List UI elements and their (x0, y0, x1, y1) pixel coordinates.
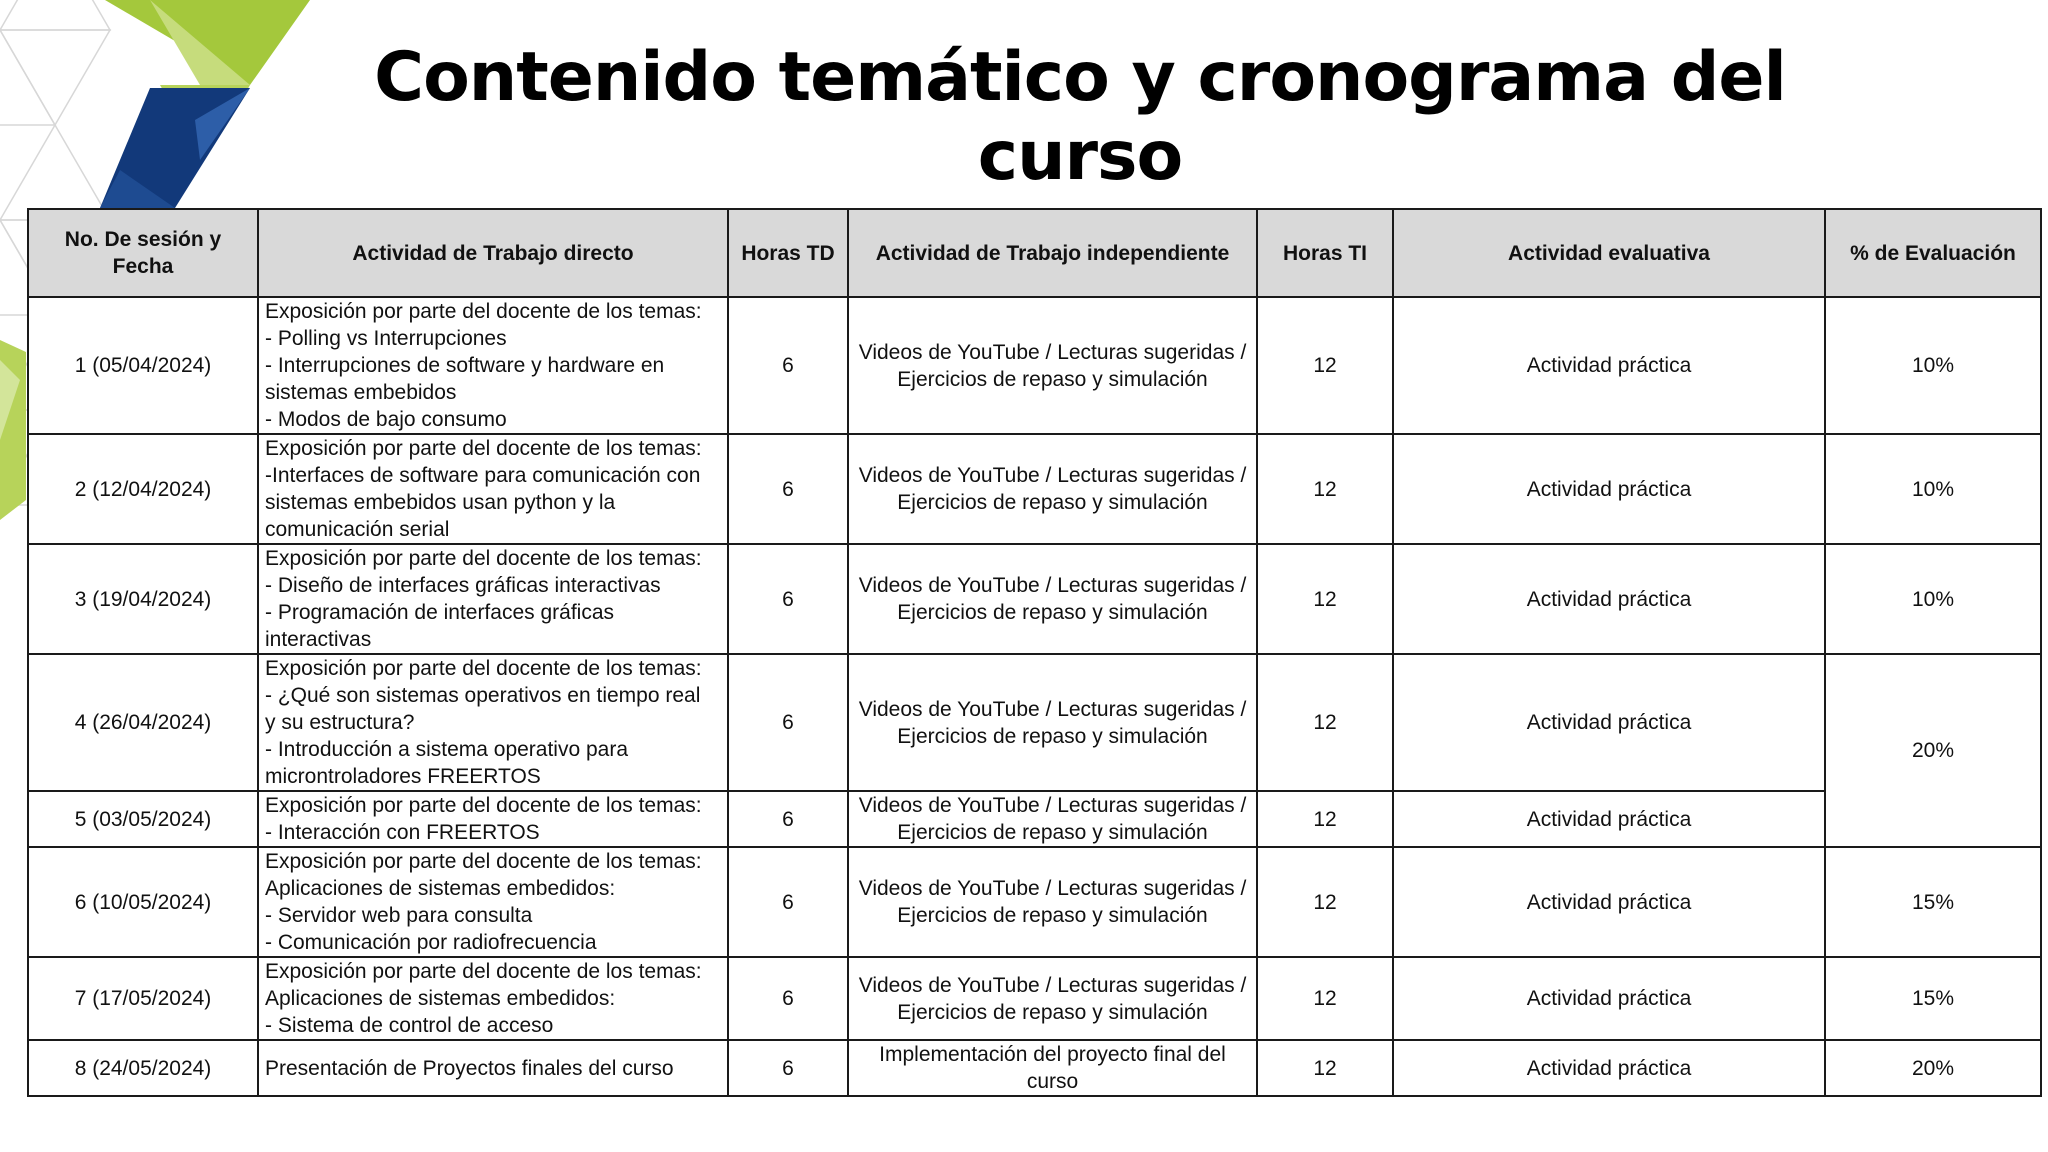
direct-activity-cell (258, 544, 728, 654)
activity-line: Exposición por parte del docente de los temas: (265, 300, 702, 323)
session-date-cell: 6 (10/05/2024) (28, 847, 258, 957)
hours-ti-cell: 12 (1257, 544, 1393, 654)
session-date-cell: 8 (24/05/2024) (28, 1040, 258, 1096)
activity-line: - Polling vs Interrupciones (265, 327, 507, 350)
activity-line: Presentación de Proyectos finales del curso (265, 1056, 674, 1080)
header-hours-ti: Horas TI (1257, 209, 1393, 297)
course-schedule-table (27, 208, 2042, 1097)
direct-activity-cell (258, 957, 728, 1040)
header-evaluative-activity: Actividad evaluativa (1393, 209, 1825, 297)
activity-line: - Modos de bajo consumo (265, 408, 507, 431)
table-header-row (28, 209, 2041, 297)
activity-line: - Interacción con FREERTOS (265, 821, 540, 844)
hours-ti-cell: 12 (1257, 1040, 1393, 1096)
header-session-date: No. De sesión y Fecha (28, 209, 258, 297)
evaluation-percent-cell: 20% (1825, 654, 2041, 847)
hours-td-cell: 6 (728, 297, 848, 434)
hours-ti-cell: 12 (1257, 297, 1393, 434)
header-hours-td: Horas TD (728, 209, 848, 297)
hours-td-cell: 6 (728, 654, 848, 791)
activity-line: Exposición por parte del docente de los temas: (265, 437, 702, 460)
direct-activity-cell (258, 434, 728, 544)
activity-line: - Interrupciones de software y hardware en (265, 354, 665, 377)
independent-activity-cell: Videos de YouTube / Lecturas sugeridas / Ejercicios de repaso y simulación (848, 791, 1257, 847)
evaluative-activity-cell: Actividad práctica (1393, 544, 1825, 654)
evaluation-percent-cell: 10% (1825, 544, 2041, 654)
table-row (28, 791, 2041, 847)
hours-td-cell: 6 (728, 544, 848, 654)
session-date-cell: 1 (05/04/2024) (28, 297, 258, 434)
header-independent-activity: Actividad de Trabajo independiente (848, 209, 1257, 297)
activity-line: -Interfaces de software para comunicación con (265, 464, 701, 487)
independent-activity-cell: Implementación del proyecto final del curso (848, 1040, 1257, 1096)
direct-activity-cell (258, 1040, 728, 1096)
session-date-cell: 4 (26/04/2024) (28, 654, 258, 791)
independent-activity-cell: Videos de YouTube / Lecturas sugeridas / Ejercicios de repaso y simulación (848, 957, 1257, 1040)
hours-td-cell: 6 (728, 1040, 848, 1096)
activity-line: - Programación de interfaces gráficas (265, 601, 614, 624)
activity-line: interactivas (265, 628, 372, 651)
activity-line: Exposición por parte del docente de los temas: (265, 794, 702, 817)
independent-activity-cell: Videos de YouTube / Lecturas sugeridas / Ejercicios de repaso y simulación (848, 654, 1257, 791)
evaluative-activity-cell: Actividad práctica (1393, 297, 1825, 434)
session-date-cell: 7 (17/05/2024) (28, 957, 258, 1040)
independent-activity-cell: Videos de YouTube / Lecturas sugeridas / Ejercicios de repaso y simulación (848, 847, 1257, 957)
evaluative-activity-cell: Actividad práctica (1393, 791, 1825, 847)
evaluative-activity-cell: Actividad práctica (1393, 434, 1825, 544)
session-date-cell: 2 (12/04/2024) (28, 434, 258, 544)
table-row (28, 544, 2041, 654)
activity-line: Exposición por parte del docente de los temas: (265, 547, 702, 570)
activity-line: - Sistema de control de acceso (265, 1014, 554, 1037)
independent-activity-cell: Videos de YouTube / Lecturas sugeridas / Ejercicios de repaso y simulación (848, 544, 1257, 654)
activity-line: - Introducción a sistema operativo para (265, 738, 629, 761)
hours-ti-cell: 12 (1257, 847, 1393, 957)
activity-line: Aplicaciones de sistemas embedidos: (265, 987, 616, 1010)
activity-line: y su estructura? (265, 711, 415, 734)
activity-line: - ¿Qué son sistemas operativos en tiempo real (265, 684, 701, 707)
evaluation-percent-cell: 15% (1825, 847, 2041, 957)
table-row (28, 847, 2041, 957)
activity-line: microntroladores FREERTOS (265, 765, 541, 788)
activity-line: - Comunicación por radiofrecuencia (265, 931, 597, 954)
activity-line: sistemas embebidos (265, 381, 457, 404)
independent-activity-cell: Videos de YouTube / Lecturas sugeridas / Ejercicios de repaso y simulación (848, 297, 1257, 434)
header-direct-activity: Actividad de Trabajo directo (258, 209, 728, 297)
hours-td-cell: 6 (728, 847, 848, 957)
table-row (28, 1040, 2041, 1096)
direct-activity-cell (258, 654, 728, 791)
activity-line: Exposición por parte del docente de los temas: (265, 960, 702, 983)
evaluation-percent-cell: 10% (1825, 434, 2041, 544)
hours-td-cell: 6 (728, 791, 848, 847)
evaluative-activity-cell: Actividad práctica (1393, 654, 1825, 791)
hours-ti-cell: 12 (1257, 434, 1393, 544)
session-date-cell: 5 (03/05/2024) (28, 791, 258, 847)
activity-line: - Servidor web para consulta (265, 904, 533, 927)
activity-line: sistemas embebidos usan python y la (265, 491, 616, 514)
table-row (28, 654, 2041, 791)
activity-line: comunicación serial (265, 518, 450, 541)
hours-td-cell: 6 (728, 434, 848, 544)
session-date-cell: 3 (19/04/2024) (28, 544, 258, 654)
evaluative-activity-cell: Actividad práctica (1393, 957, 1825, 1040)
direct-activity-cell (258, 297, 728, 434)
activity-line: - Diseño de interfaces gráficas interactivas (265, 574, 661, 597)
hours-ti-cell: 12 (1257, 957, 1393, 1040)
evaluative-activity-cell: Actividad práctica (1393, 1040, 1825, 1096)
table-row (28, 957, 2041, 1040)
evaluation-percent-cell: 10% (1825, 297, 2041, 434)
table-row (28, 297, 2041, 434)
activity-line: Exposición por parte del docente de los temas: (265, 850, 702, 873)
independent-activity-cell: Videos de YouTube / Lecturas sugeridas / Ejercicios de repaso y simulación (848, 434, 1257, 544)
table-row (28, 434, 2041, 544)
direct-activity-cell (258, 791, 728, 847)
hours-ti-cell: 12 (1257, 791, 1393, 847)
hours-td-cell: 6 (728, 957, 848, 1040)
header-evaluation-percent: % de Evaluación (1825, 209, 2041, 297)
direct-activity-cell (258, 847, 728, 957)
slide-title: Contenido temático y cronograma del curso (374, 38, 1786, 196)
evaluation-percent-cell: 15% (1825, 957, 2041, 1040)
activity-line: Exposición por parte del docente de los temas: (265, 657, 702, 680)
evaluative-activity-cell: Actividad práctica (1393, 847, 1825, 957)
evaluation-percent-cell: 20% (1825, 1040, 2041, 1096)
hours-ti-cell: 12 (1257, 654, 1393, 791)
activity-line: Aplicaciones de sistemas embedidos: (265, 877, 616, 900)
